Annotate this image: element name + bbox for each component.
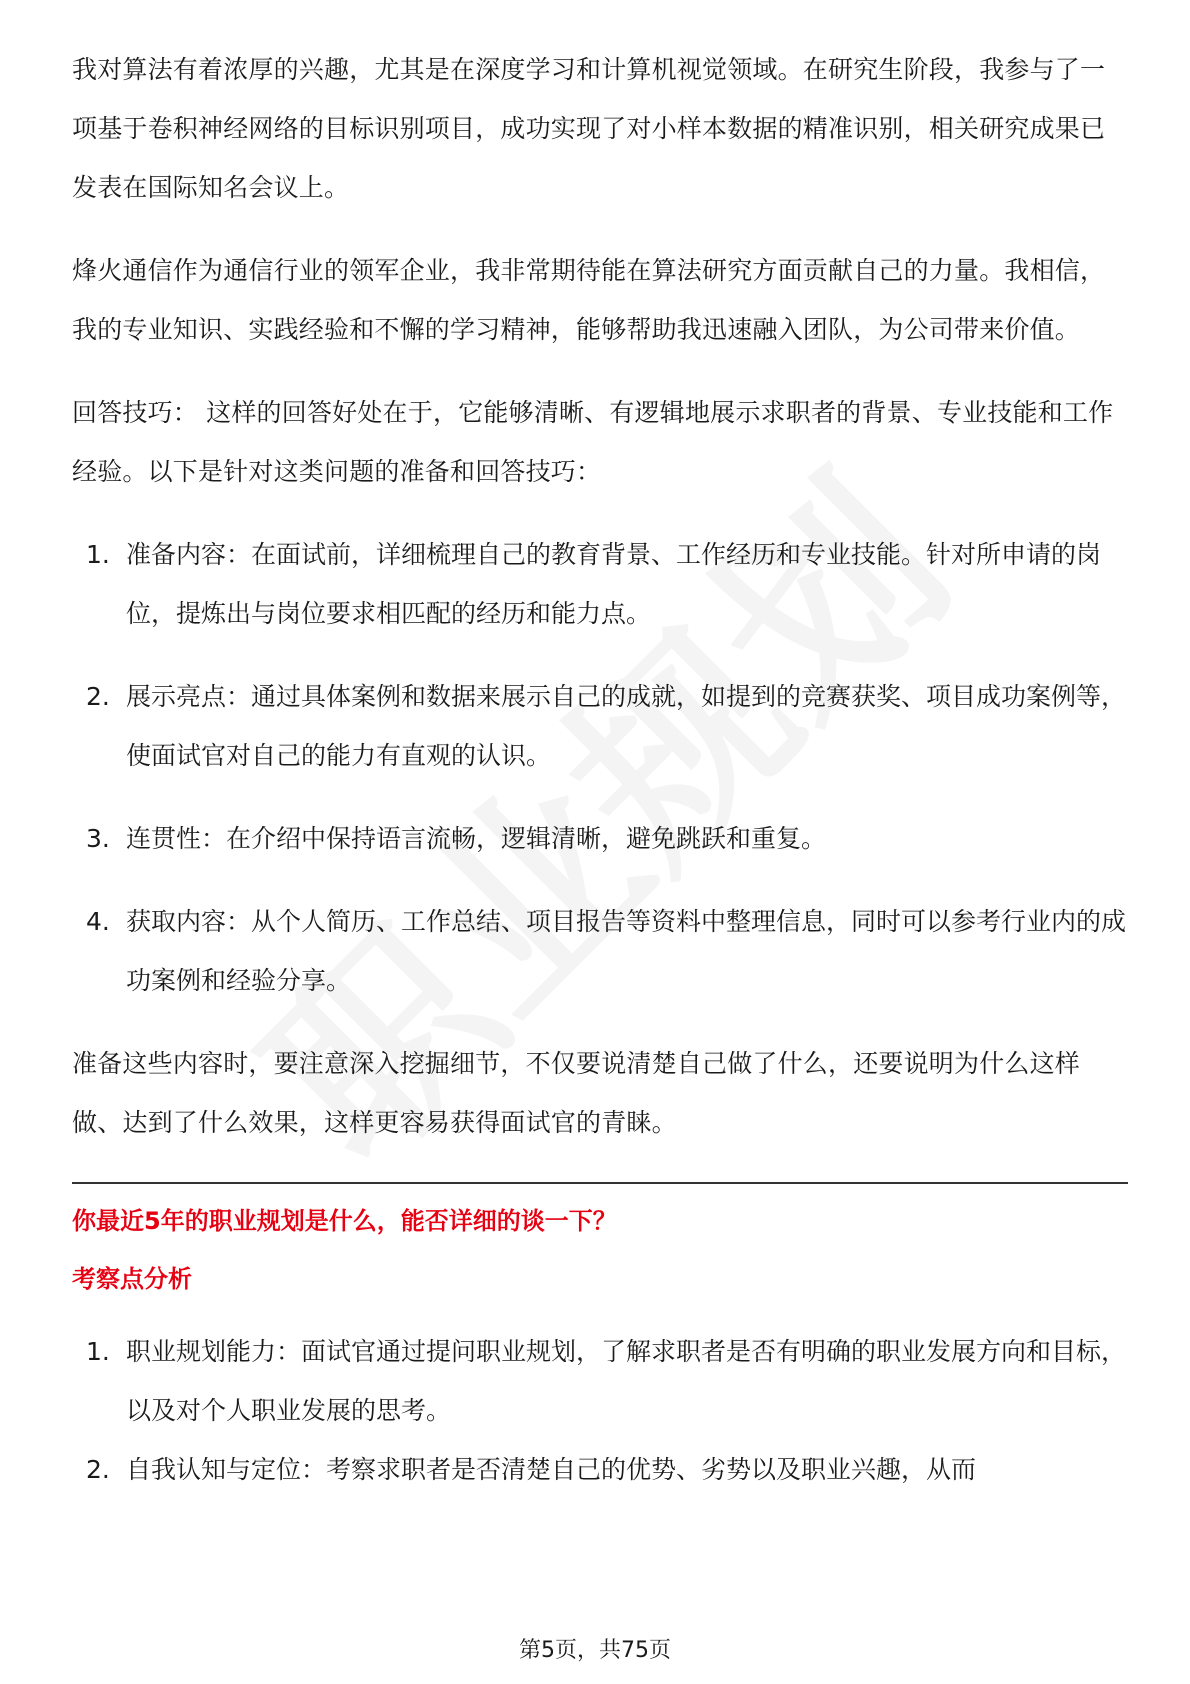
list-text: 准备内容：在面试前，详细梳理自己的教育背景、工作经历和专业技能。针对所申请的岗位，提炼出与岗位要求相匹配的经历和能力点。: [126, 540, 1102, 628]
list-number: 2.: [86, 1455, 110, 1484]
question-title: 你最近5年的职业规划是什么，能否详细的谈一下？: [72, 1207, 617, 1235]
main-content: [72, 40, 1128, 1523]
list-text: 自我认知与定位：考察求职者是否清楚自己的优势、劣势以及职业兴趣，从而: [126, 1455, 977, 1484]
list-item: [72, 1322, 1128, 1440]
section-divider: [72, 1182, 1128, 1184]
analysis-list: [72, 1322, 1128, 1499]
paragraph-intro: 我对算法有着浓厚的兴趣，尤其是在深度学习和计算机视觉领域。在研究生阶段，我参与了一项基于卷积神经网络的目标识别项目，成功实现了对小样本数据的精准识别，相关研究成果已发表在国际知名会议上。: [72, 55, 1106, 202]
list-item: [72, 1440, 1128, 1499]
analysis-heading: 考察点分析: [72, 1265, 192, 1293]
paragraph-summary: 准备这些内容时，要注意深入挖掘细节，不仅要说清楚自己做了什么，还要说明为什么这样做、达到了什么效果，这样更容易获得面试官的青睐。: [72, 1049, 1081, 1137]
list-text: 展示亮点：通过具体案例和数据来展示自己的成就，如提到的竞赛获奖、项目成功案例等，使面试官对自己的能力有直观的认识。: [126, 682, 1127, 770]
list-number: 3.: [86, 824, 110, 853]
list-number: 2.: [86, 682, 110, 711]
list-item: [72, 892, 1128, 1010]
list-item: [72, 809, 1128, 868]
list-item: [72, 525, 1128, 643]
list-number: 1.: [86, 540, 110, 569]
list-number: 1.: [86, 1337, 110, 1366]
tips-list: [72, 525, 1128, 1010]
page-number-footer: 第5页，共75页: [519, 1638, 671, 1663]
list-text: 职业规划能力：面试官通过提问职业规划，了解求职者是否有明确的职业发展方向和目标，以及对个人职业发展的思考。: [126, 1337, 1127, 1425]
list-item: [72, 667, 1128, 785]
paragraph-tips-intro: 回答技巧： 这样的回答好处在于，它能够清晰、有逻辑地展示求职者的背景、专业技能和工作经验。以下是针对这类问题的准备和回答技巧：: [72, 398, 1114, 486]
list-text: 获取内容：从个人简历、工作总结、项目报告等资料中整理信息，同时可以参考行业内的成功案例和经验分享。: [126, 907, 1127, 995]
list-text: 连贯性：在介绍中保持语言流畅，逻辑清晰，避免跳跃和重复。: [126, 824, 827, 853]
list-number: 4.: [86, 907, 110, 936]
paragraph-company: 烽火通信作为通信行业的领军企业，我非常期待能在算法研究方面贡献自己的力量。我相信，我的专业知识、实践经验和不懈的学习精神，能够帮助我迅速融入团队，为公司带来价值。: [72, 256, 1106, 344]
